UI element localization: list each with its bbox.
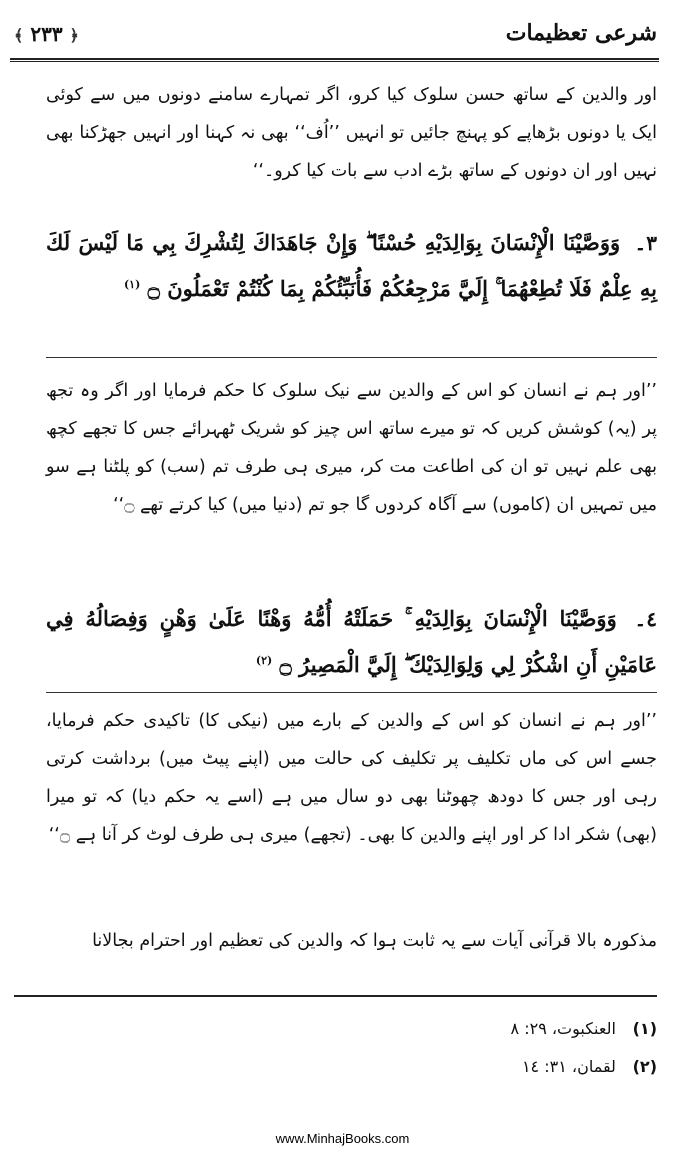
- page-number-value: ۲۳۳: [30, 22, 63, 46]
- footnote-text-1: العنکبوت، ٢٩: ٨: [510, 1019, 616, 1038]
- left-ornament: ﴾: [14, 26, 24, 45]
- quran-ayah-3: [46, 222, 657, 310]
- ayah-number-3: ٣۔: [634, 231, 658, 255]
- conclusion-paragraph: مذکورہ بالا قرآنی آیات سے یہ ثابت ہوا کہ والدین کی تعظیم اور احترام بجالانا: [92, 931, 657, 951]
- page-header: [14, 18, 657, 58]
- footnote-ref-1: (١): [123, 278, 141, 291]
- footnote-1: [300, 1014, 657, 1044]
- footnote-rule: [14, 995, 657, 997]
- footnote-ref-2: (٢): [255, 654, 273, 667]
- header-rule: [10, 58, 659, 62]
- urdu-paragraph-1: اور والدین کے ساتھ حسن سلوک کیا کرو، اگر تمہارے سامنے دونوں میں سے کوئی ایک یا دونوں بڑھاپے کو پہنچ جائیں تو انہیں ’’اُف‘‘ بھی نہ کہنا اور انہیں جھڑکنا بھی نہیں اور ان دونوں کے ساتھ بڑے ادب سے بات کیا کرو۔‘‘: [46, 85, 657, 181]
- footnote-2: [300, 1052, 657, 1082]
- urdu-translation-1: ’’اور ہم نے انسان کو اس کے والدین سے نیک سلوک کا حکم فرمایا اور اگر وہ تجھ پر (یہ) کوشش کریں کہ تو میرے ساتھ اس چیز کو شریک ٹھہرائے جس کا تجھے کچھ بھی علم نہیں تو ان کی اطاعت مت کر، میری ہی طرف تم (سب) کو پلٹنا ہے سو میں تمہیں ان (کاموں) سے آگاہ کردوں گا جو تم (دنیا میں) کیا کرتے تھے ۝‘‘: [46, 381, 657, 515]
- page-number: [14, 22, 79, 46]
- right-ornament: ﴿: [69, 26, 79, 45]
- section-divider-1: [46, 357, 657, 358]
- ayah-text-3: وَوَصَّيْنَا الْإِنْسَانَ بِوَالِدَيْهِ حُسْنًا ۖ وَإِنْ جَاهَدَاكَ لِتُشْرِكَ بِي مَا لَيْسَ لَكَ بِهِ عِلْمٌ فَلَا تُطِعْهُمَا ۚ إِلَيَّ مَرْجِعُكُمْ فَأُنَبِّئُكُمْ بِمَا كُنْتُمْ تَعْمَلُونَ ۝: [46, 230, 657, 301]
- footnote-mark-1: (١): [632, 1019, 657, 1038]
- website-footer: www.MinhajBooks.com: [275, 1131, 410, 1146]
- footnote-mark-2: (٢): [632, 1057, 657, 1076]
- quran-ayah-4: [46, 598, 657, 686]
- ayah-text-4: وَوَصَّيْنَا الْإِنْسَانَ بِوَالِدَيْهِ ۚ حَمَلَتْهُ أُمُّهُ وَهْنًا عَلَىٰ وَهْنٍ وَفِصَالُهُ فِي عَامَيْنِ أَنِ اشْكُرْ لِي وَلِوَالِدَيْكَ ۖ إِلَيَّ الْمَصِيرُ ۝: [46, 606, 657, 677]
- footnote-text-2: لقمان، ٣١: ١٤: [521, 1057, 616, 1076]
- ayah-number-4: ٤۔: [634, 607, 658, 631]
- section-divider-2: [46, 692, 657, 693]
- running-title: شرعی تعظیمات: [505, 20, 657, 46]
- urdu-translation-2: ’’اور ہم نے انسان کو اس کے والدین کے بارے میں (نیکی کا) تاکیدی حکم فرمایا، جسے اس کی ماں تکلیف پر تکلیف کی حالت میں (اپنے پیٹ میں) برداشت کرتی رہی اور جس کا دودھ چھوٹنا بھی دو سال میں ہے (اسے یہ حکم دیا) کہ تو میرا (بھی) شکر ادا کر اور اپنے والدین کا بھی۔ (تجھے) میری ہی طرف لوٹ کر آنا ہے ۝‘‘: [46, 711, 657, 845]
